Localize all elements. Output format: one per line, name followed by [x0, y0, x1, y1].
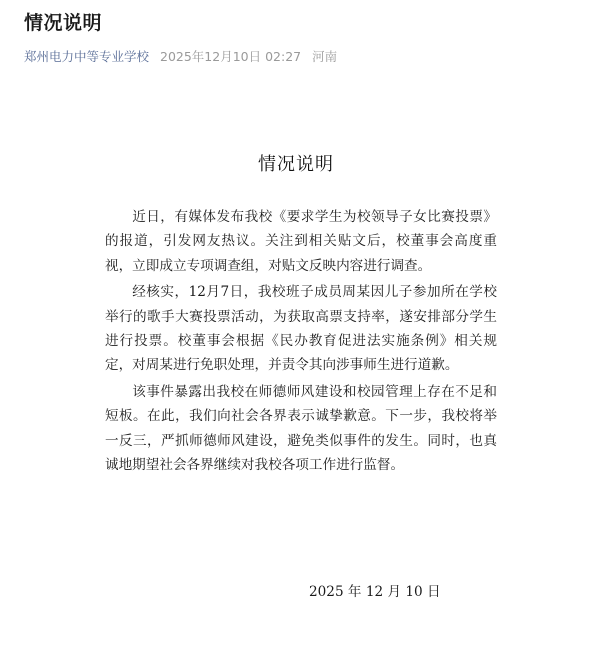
article-title: 情况说明 [24, 12, 103, 34]
article-meta [24, 48, 568, 66]
document-paragraph: 近日，有媒体发布我校《要求学生为校领导子女比赛投票》的报道，引发网友热议。关注到相关贴文后，校董事会高度重视，立即成立专项调查组，对贴文反映内容进行调查。 [105, 209, 497, 274]
document-paragraph: 该事件暴露出我校在师德师风建设和校园管理上存在不足和短板。在此，我们向社会各界表示诚挚歉意。下一步，我校将举一反三，严抓师德师风建设，避免类似事件的发生。同时，也真诚地期望社会各界继续对我校各项工作进行监督。 [105, 383, 497, 474]
document-paragraph: 经核实，12月7日，我校班子成员周某因儿子参加所在学校举行的歌手大赛投票活动，为获取高票支持率，遂安排部分学生进行投票。校董事会根据《民办教育促进法实施条例》相关规定，对周某进行免职处理，并责令其向涉事师生进行道歉。 [105, 284, 497, 374]
publish-location: 河南 [312, 49, 338, 64]
document-title: 情况说明 [258, 154, 334, 175]
publish-date: 2025年12月10日 02:27 [160, 49, 302, 64]
statement-document [0, 66, 592, 626]
account-name-link[interactable]: 郑州电力中等专业学校 [24, 49, 150, 64]
document-body [105, 205, 497, 477]
article-header [0, 0, 592, 66]
document-date: 2025 年 12 月 10 日 [309, 584, 441, 600]
